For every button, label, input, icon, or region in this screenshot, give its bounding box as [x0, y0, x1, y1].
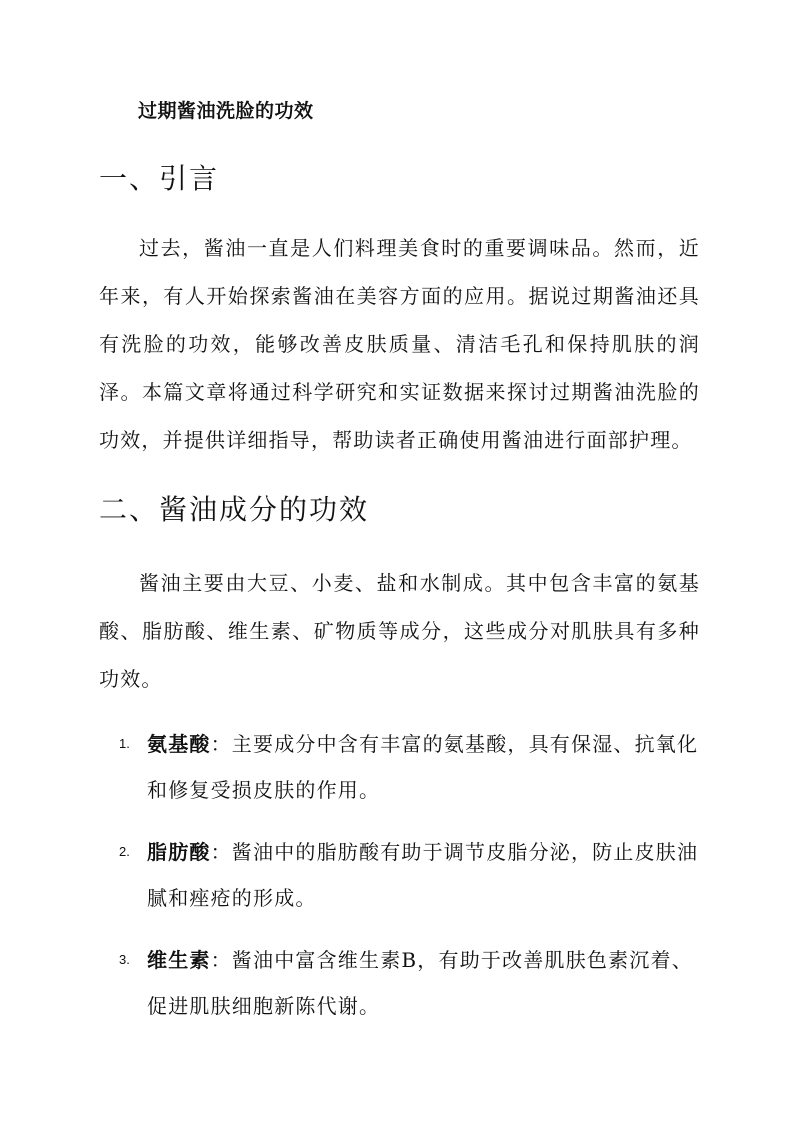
ingredient-benefits-list	[119, 721, 709, 1045]
list-item-term: 维生素	[147, 948, 211, 972]
list-item	[119, 937, 709, 1029]
list-item-number: 2.	[119, 844, 130, 859]
list-item	[119, 721, 709, 813]
list-item-text: ：酱油中富含维生素B，有助于改善肌肤色素沉着、促进肌肤细胞新陈代谢。	[147, 948, 693, 1018]
list-item-number: 3.	[119, 952, 130, 967]
section-heading-introduction: 一、引言	[99, 162, 220, 195]
list-item-term: 脂肪酸	[147, 840, 211, 864]
ingredients-paragraph: 酱油主要由大豆、小麦、盐和水制成。其中包含丰富的氨基酸、脂肪酸、维生素、矿物质等成分，这些成分对肌肤具有多种功效。	[99, 571, 700, 691]
section-heading-ingredients: 二、酱油成分的功效	[99, 493, 370, 526]
list-item-text: ：酱油中的脂肪酸有助于调节皮脂分泌，防止皮肤油腻和痤疮的形成。	[147, 840, 699, 910]
list-item-term: 氨基酸	[147, 732, 211, 756]
document-title: 过期酱油洗脸的功效	[138, 100, 314, 122]
introduction-paragraph: 过去，酱油一直是人们料理美食时的重要调味品。然而，近年来，有人开始探索酱油在美容方面的应用。据说过期酱油还具有洗脸的功效，能够改善皮肤质量、清洁毛孔和保持肌肤的润泽。本篇文章将通过科学研究和实证数据来探讨过期酱油洗脸的功效，并提供详细指导，帮助读者正确使用酱油进行面部护理。	[99, 236, 700, 452]
list-item-text: ：主要成分中含有丰富的氨基酸，具有保湿、抗氧化和修复受损皮肤的作用。	[147, 732, 699, 802]
list-item-number: 1.	[119, 736, 130, 751]
list-item	[119, 829, 709, 921]
